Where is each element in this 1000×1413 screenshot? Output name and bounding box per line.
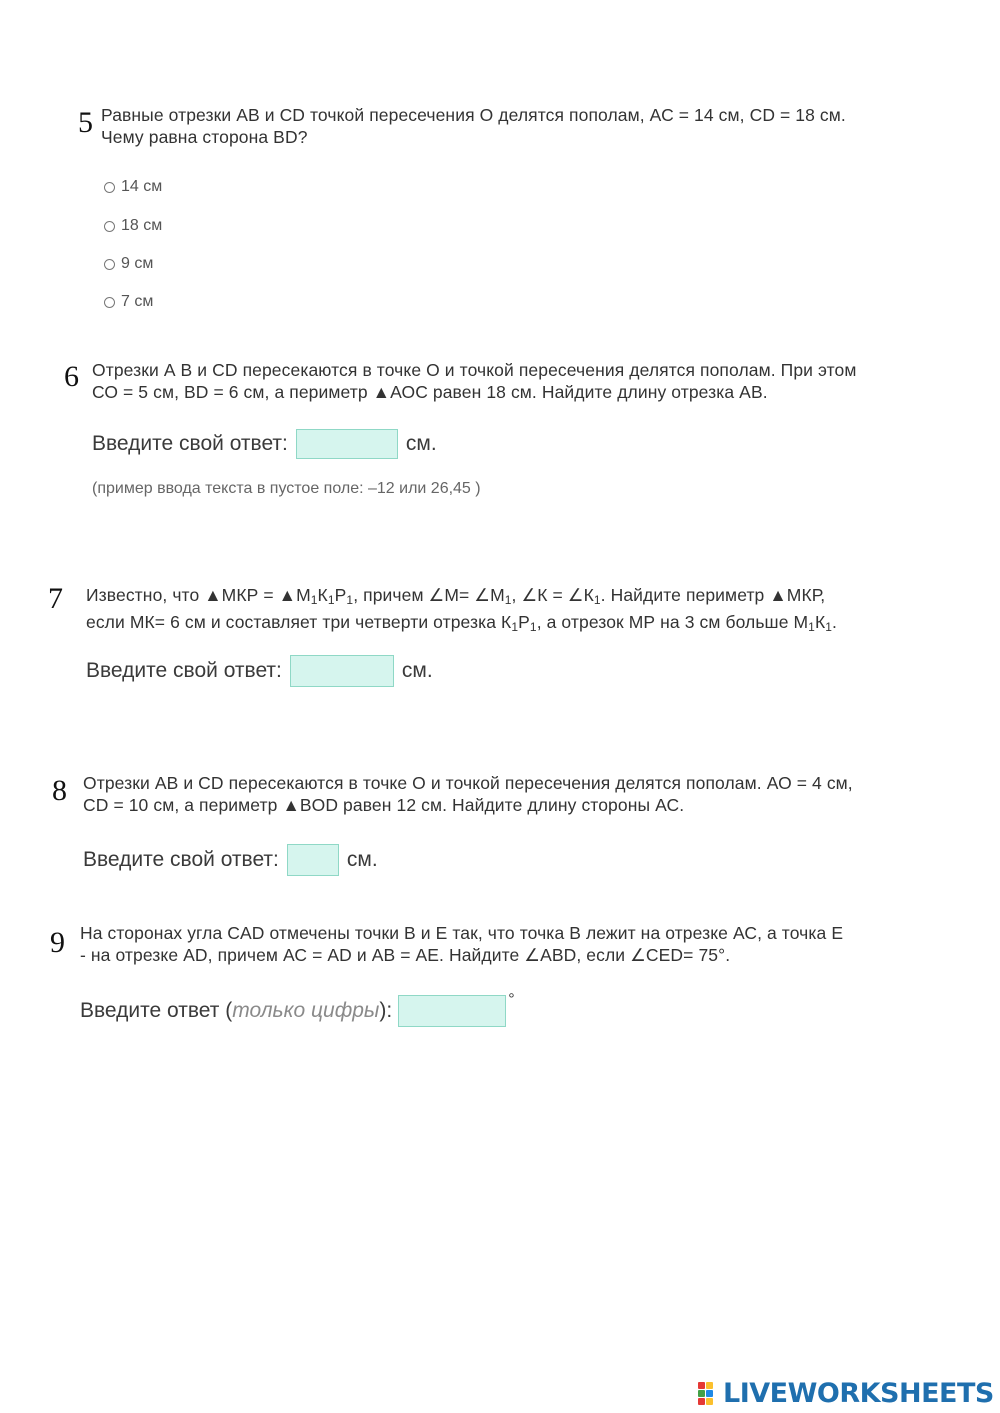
unit-label: см. — [401, 659, 433, 682]
question-number: 8 — [52, 774, 67, 807]
option-18cm[interactable] — [104, 217, 162, 235]
option-14cm[interactable] — [104, 178, 162, 196]
answer-row — [83, 844, 378, 876]
radio-button[interactable] — [104, 297, 115, 308]
input-hint: (пример ввода текста в пустое поле: –12 или 26,45 ) — [92, 480, 481, 497]
answer-row — [92, 429, 437, 459]
logo-text: LIVEWORKSHEETS — [723, 1378, 994, 1409]
option-label: 18 см — [121, 217, 163, 234]
degree-label: ° — [508, 991, 515, 1008]
question-text — [83, 772, 853, 816]
option-label: 14 см — [121, 178, 163, 195]
unit-label: см. — [405, 432, 437, 455]
answer-prompt: Введите свой ответ: — [86, 659, 282, 682]
radio-button[interactable] — [104, 259, 115, 270]
question-text — [101, 104, 846, 148]
liveworksheets-logo — [698, 1378, 994, 1409]
answer-input[interactable] — [290, 655, 394, 687]
question-number: 9 — [50, 926, 65, 959]
logo-icon — [698, 1382, 720, 1406]
radio-button[interactable] — [104, 182, 115, 193]
answer-prompt: Введите свой ответ: — [92, 432, 288, 455]
question-text — [80, 922, 843, 966]
question-text-line: Равные отрезки АВ и CD точкой пересечения О делятся пополам, АС = 14 см, CD = 18 см. — [101, 105, 846, 125]
option-label: 7 см — [121, 293, 154, 310]
answer-row — [86, 655, 433, 687]
question-text — [92, 359, 857, 403]
answer-prompt: Введите свой ответ: — [83, 848, 279, 871]
question-number: 5 — [78, 106, 93, 139]
answer-input[interactable] — [398, 995, 506, 1027]
question-text-line: На сторонах угла CAD отмечены точки В и Е так, что точка В лежит на отрезке АС, а точка Е — [80, 923, 844, 943]
answer-prompt: Введите ответ (только цифры): — [80, 999, 393, 1022]
question-text — [86, 584, 837, 638]
question-number: 7 — [48, 582, 63, 615]
question-text-line: CD = 10 см, а периметр ▲BOD равен 12 см. Найдите длину стороны АС. — [83, 795, 685, 815]
question-text-line: - на отрезке AD, причем АС = AD и АВ = АЕ. Найдите ∠ABD, если ∠CED= 75°. — [80, 945, 731, 965]
option-label: 9 см — [121, 255, 154, 272]
question-text-line: Чему равна сторона BD? — [101, 127, 308, 147]
unit-label: см. — [346, 848, 378, 871]
question-text-line: СО = 5 см, BD = 6 см, а периметр ▲АОС равен 18 см. Найдите длину отрезка АВ. — [92, 382, 768, 402]
question-text-line: Известно, что ▲МКР = $▲М_1К_1Р_1$, причем ∠М= $\angle М_1$, ∠К = $\angle К_1$. Найдите периметр ▲МКР, — [86, 585, 826, 607]
question-text-line: если МК= 6 см и составляет три четверти отрезка $К_1Р_1$, а отрезок МР на 3 см больше $М_1К_1$. — [86, 612, 837, 634]
answer-row — [80, 991, 515, 1027]
answer-input[interactable] — [296, 429, 398, 459]
option-7cm[interactable] — [104, 293, 153, 311]
answer-input[interactable] — [287, 844, 339, 876]
question-text-line: Отрезки АВ и CD пересекаются в точке О и точкой пересечения делятся пополам. АО = 4 см, — [83, 773, 853, 793]
radio-button[interactable] — [104, 221, 115, 232]
question-text-line: Отрезки А В и CD пересекаются в точке О и точкой пересечения делятся пополам. При этом — [92, 360, 857, 380]
option-9cm[interactable] — [104, 255, 153, 273]
question-number: 6 — [64, 360, 79, 393]
